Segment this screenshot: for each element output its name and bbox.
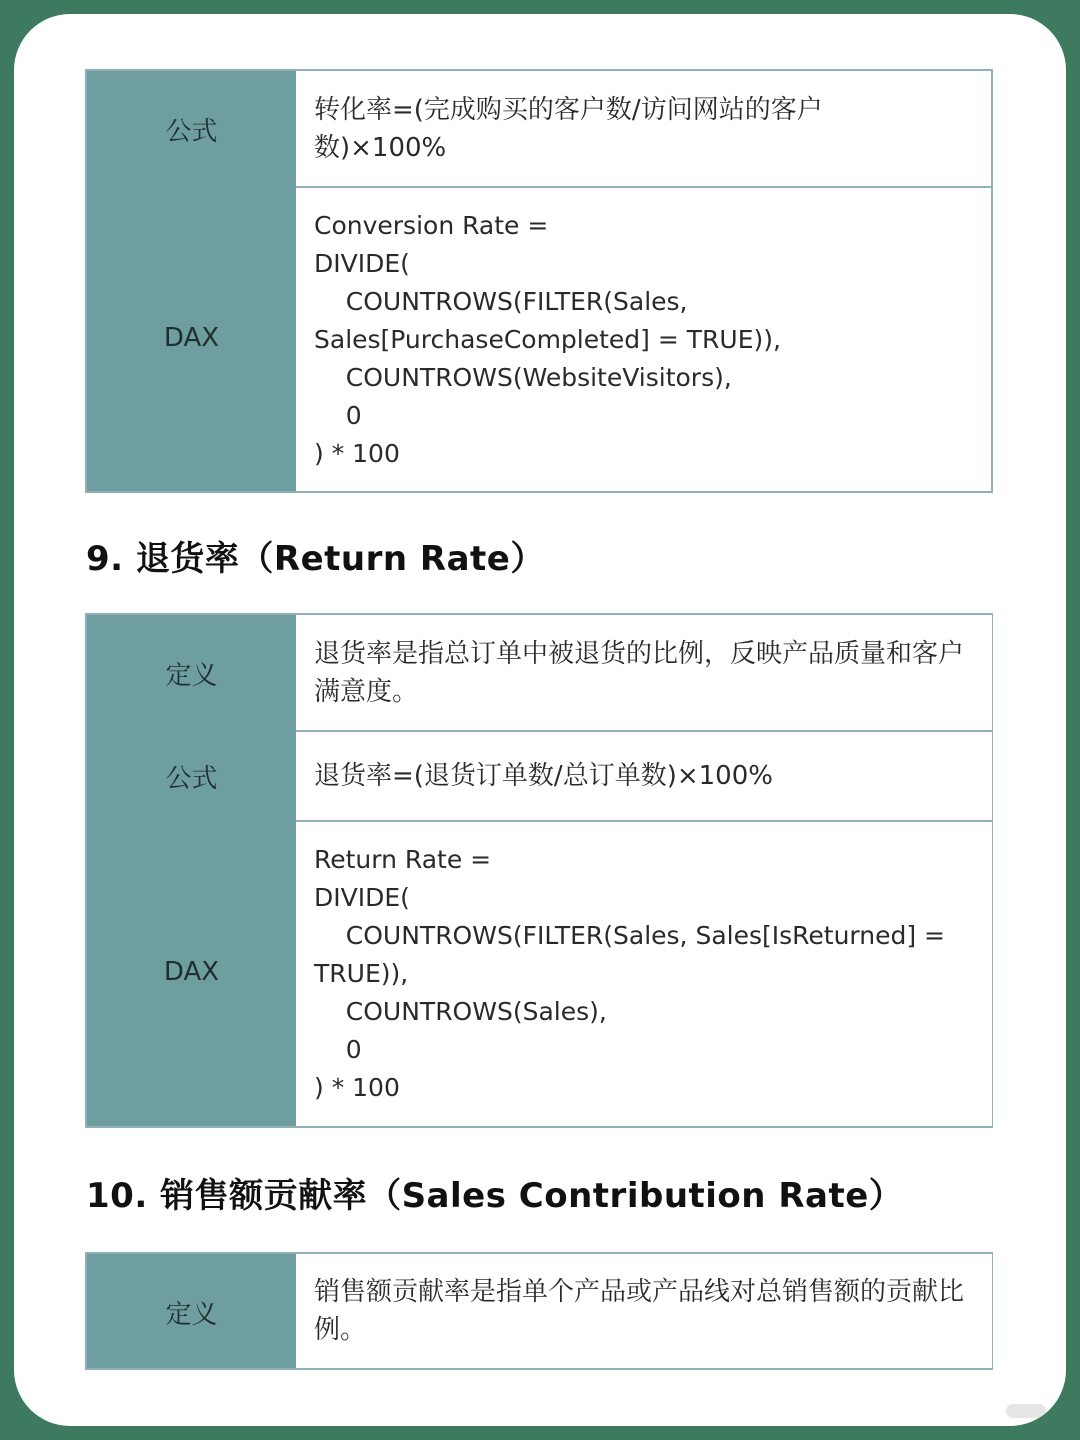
- row-label-dax: DAX: [163, 957, 220, 987]
- row-label-definition: 定义: [165, 661, 218, 691]
- formula-text: 转化率=(完成购买的客户数/访问网站的客户数)×100%: [314, 94, 823, 163]
- row-label-formula: 公式: [165, 117, 218, 147]
- watermark: [1006, 1404, 1046, 1418]
- section-heading-return-rate: 9. 退货率（Return Rate）: [86, 539, 545, 579]
- label-column: [87, 615, 296, 1126]
- return-rate-table: [85, 613, 993, 1128]
- formula-cell: [296, 730, 992, 820]
- definition-text: 退货率是指总订单中被退货的比例，反映产品质量和客户满意度。: [314, 638, 965, 707]
- dax-cell: [296, 186, 991, 491]
- formula-text: 退货率=(退货订单数/总订单数)×100%: [314, 761, 773, 791]
- row-label-formula: 公式: [165, 764, 218, 794]
- dax-cell: [296, 820, 992, 1126]
- definition-text: 销售额贡献率是指单个产品或产品线对总销售额的贡献比例。: [314, 1277, 965, 1345]
- definition-cell: [296, 615, 992, 730]
- row-label-definition: 定义: [165, 1300, 218, 1330]
- value-column: [296, 1254, 992, 1368]
- dax-code: Return Rate = DIVIDE( COUNTROWS(FILTER(Sales, Sales[IsReturned] = TRUE)), COUNTROWS(Sales), 0 ) * 100: [314, 845, 945, 1102]
- dax-code: Conversion Rate = DIVIDE( COUNTROWS(FILTER(Sales, Sales[PurchaseCompleted] = TRUE)), COUNTROWS(WebsiteVisitors), 0 ) * 100: [314, 210, 781, 468]
- content-card: [14, 14, 1066, 1426]
- formula-cell: [296, 71, 991, 186]
- value-column: [296, 71, 991, 491]
- conversion-rate-table: [85, 69, 993, 493]
- label-column: [87, 1254, 296, 1368]
- value-column: [296, 615, 992, 1126]
- sales-contribution-table: [85, 1252, 993, 1370]
- definition-cell: [296, 1254, 992, 1368]
- row-label-dax: DAX: [163, 323, 220, 353]
- label-column: [87, 71, 296, 491]
- section-heading-sales-contribution: 10. 销售额贡献率（Sales Contribution Rate）: [86, 1176, 904, 1216]
